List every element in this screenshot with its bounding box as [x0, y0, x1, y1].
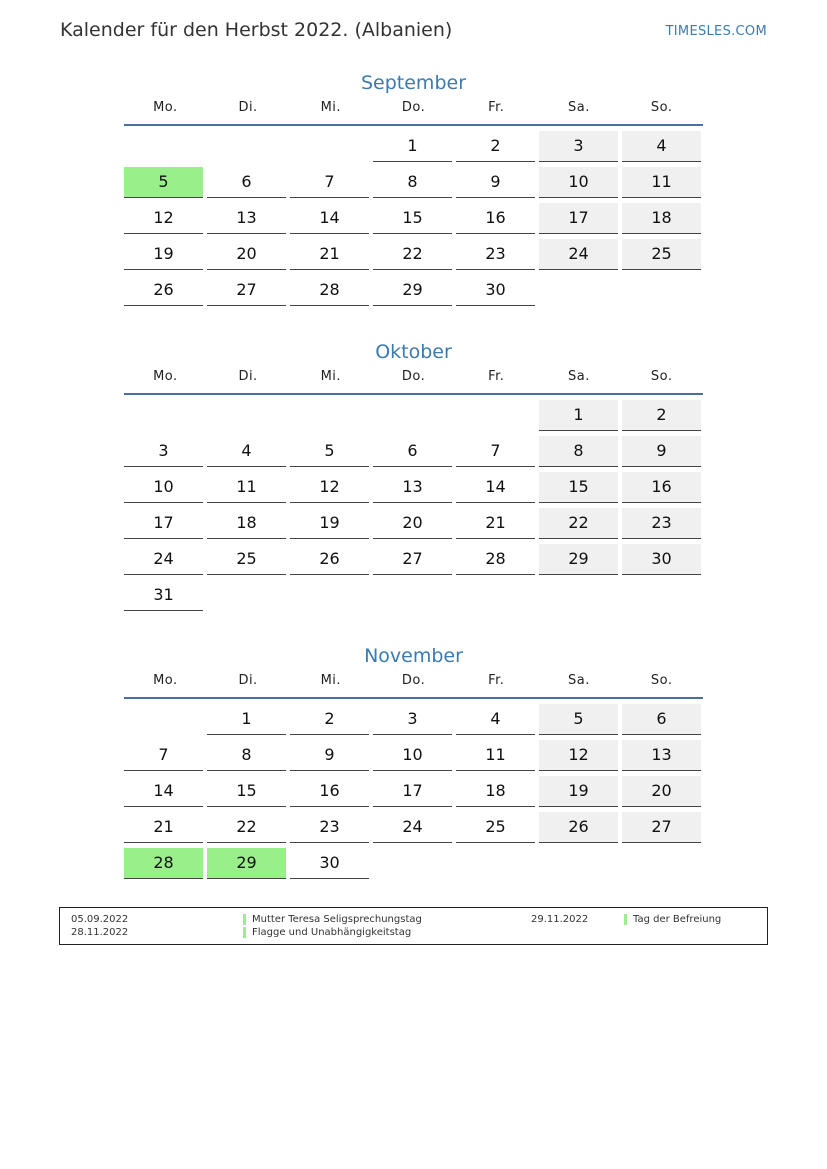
day-cell: 1 — [373, 131, 452, 162]
weekday-label: Mi. — [320, 100, 342, 115]
legend-date: 29.11.2022 — [531, 914, 589, 925]
day-cell: 5 — [539, 704, 618, 735]
day-cell: 30 — [456, 275, 535, 306]
holiday-legend — [59, 907, 768, 945]
day-cell: 25 — [622, 239, 701, 270]
day-cell: 14 — [290, 203, 369, 234]
weekday-label: Mi. — [320, 369, 342, 384]
day-cell: 17 — [373, 776, 452, 807]
weekday-label: Di. — [238, 100, 258, 115]
weekday-label: So. — [650, 100, 673, 115]
day-cell: 16 — [290, 776, 369, 807]
day-cell: 23 — [622, 508, 701, 539]
day-cell: 3 — [373, 704, 452, 735]
holiday-day-cell: 5 — [124, 167, 203, 198]
day-cell: 20 — [622, 776, 701, 807]
weekday-header — [124, 367, 703, 395]
day-cell: 28 — [456, 544, 535, 575]
weekday-label: Mo. — [153, 673, 178, 688]
day-cell: 11 — [622, 167, 701, 198]
day-cell: 16 — [456, 203, 535, 234]
weekday-label: Di. — [238, 673, 258, 688]
weekday-label: Do. — [401, 673, 426, 688]
day-cell: 4 — [456, 704, 535, 735]
day-cell: 30 — [622, 544, 701, 575]
day-cell: 4 — [207, 436, 286, 467]
day-cell: 24 — [539, 239, 618, 270]
day-cell: 8 — [539, 436, 618, 467]
day-cell: 25 — [207, 544, 286, 575]
day-cell: 16 — [622, 472, 701, 503]
day-cell: 26 — [290, 544, 369, 575]
holiday-day-cell: 29 — [207, 848, 286, 879]
day-cell: 9 — [290, 740, 369, 771]
weekday-label: So. — [650, 369, 673, 384]
day-grid — [124, 704, 703, 884]
day-cell: 29 — [373, 275, 452, 306]
empty-day-cell — [290, 400, 369, 431]
holiday-color-marker — [243, 927, 246, 938]
day-cell: 10 — [539, 167, 618, 198]
weekday-label: So. — [650, 673, 673, 688]
holiday-day-cell: 28 — [124, 848, 203, 879]
day-cell: 1 — [207, 704, 286, 735]
day-cell: 3 — [124, 436, 203, 467]
day-cell: 8 — [207, 740, 286, 771]
day-cell: 9 — [456, 167, 535, 198]
day-cell: 2 — [456, 131, 535, 162]
page-title: Kalender für den Herbst 2022. (Albanien) — [60, 19, 453, 41]
month-oktober — [124, 337, 703, 616]
day-cell: 26 — [539, 812, 618, 843]
day-cell: 7 — [456, 436, 535, 467]
day-cell: 10 — [124, 472, 203, 503]
weekday-label: Fr. — [488, 369, 505, 384]
day-cell: 15 — [539, 472, 618, 503]
day-cell: 7 — [124, 740, 203, 771]
legend-item — [520, 913, 721, 926]
day-cell: 30 — [290, 848, 369, 879]
day-cell: 19 — [539, 776, 618, 807]
day-cell: 22 — [207, 812, 286, 843]
day-cell: 20 — [207, 239, 286, 270]
day-cell: 10 — [373, 740, 452, 771]
weekday-label: Sa. — [568, 369, 590, 384]
empty-day-cell — [207, 400, 286, 431]
weekday-label: Sa. — [568, 100, 590, 115]
weekday-header — [124, 98, 703, 126]
day-cell: 29 — [539, 544, 618, 575]
day-cell: 27 — [622, 812, 701, 843]
empty-day-cell — [373, 400, 452, 431]
day-cell: 17 — [539, 203, 618, 234]
day-cell: 13 — [373, 472, 452, 503]
month-title: Oktober — [375, 341, 452, 363]
day-grid — [124, 131, 703, 311]
empty-day-cell — [207, 131, 286, 162]
day-cell: 21 — [456, 508, 535, 539]
weekday-label: Fr. — [488, 100, 505, 115]
day-cell: 6 — [207, 167, 286, 198]
day-cell: 2 — [290, 704, 369, 735]
day-cell: 7 — [290, 167, 369, 198]
day-cell: 1 — [539, 400, 618, 431]
month-title: September — [360, 72, 467, 94]
day-cell: 14 — [124, 776, 203, 807]
weekday-label: Do. — [401, 100, 426, 115]
day-cell: 12 — [539, 740, 618, 771]
day-cell: 23 — [456, 239, 535, 270]
holiday-color-marker — [624, 914, 627, 925]
day-cell: 18 — [622, 203, 701, 234]
holiday-color-marker — [243, 914, 246, 925]
day-cell: 2 — [622, 400, 701, 431]
day-cell: 5 — [290, 436, 369, 467]
day-cell: 24 — [373, 812, 452, 843]
day-cell: 19 — [124, 239, 203, 270]
month-title: November — [364, 645, 463, 667]
empty-day-cell — [124, 704, 203, 735]
day-cell: 11 — [456, 740, 535, 771]
empty-day-cell — [290, 131, 369, 162]
day-cell: 8 — [373, 167, 452, 198]
day-cell: 9 — [622, 436, 701, 467]
weekday-label: Sa. — [568, 673, 590, 688]
day-cell: 12 — [124, 203, 203, 234]
weekday-label: Do. — [401, 369, 426, 384]
day-cell: 26 — [124, 275, 203, 306]
day-cell: 22 — [539, 508, 618, 539]
weekday-label: Di. — [238, 369, 258, 384]
legend-item — [60, 913, 422, 926]
day-cell: 25 — [456, 812, 535, 843]
month-september — [124, 68, 703, 311]
day-cell: 23 — [290, 812, 369, 843]
day-cell: 31 — [124, 580, 203, 611]
day-cell: 4 — [622, 131, 701, 162]
legend-date: 28.11.2022 — [71, 927, 129, 938]
day-cell: 15 — [207, 776, 286, 807]
day-cell: 27 — [373, 544, 452, 575]
weekday-header — [124, 671, 703, 699]
weekday-label: Mo. — [153, 369, 178, 384]
legend-holiday-name: Flagge und Unabhängigkeitstag — [252, 927, 412, 938]
day-cell: 18 — [207, 508, 286, 539]
day-cell: 19 — [290, 508, 369, 539]
day-cell: 11 — [207, 472, 286, 503]
day-cell: 15 — [373, 203, 452, 234]
empty-day-cell — [124, 131, 203, 162]
day-cell: 14 — [456, 472, 535, 503]
month-november — [124, 641, 703, 884]
empty-day-cell — [124, 400, 203, 431]
day-cell: 21 — [124, 812, 203, 843]
day-cell: 22 — [373, 239, 452, 270]
day-cell: 28 — [290, 275, 369, 306]
day-cell: 13 — [622, 740, 701, 771]
day-cell: 3 — [539, 131, 618, 162]
day-cell: 13 — [207, 203, 286, 234]
legend-date: 05.09.2022 — [71, 914, 129, 925]
day-cell: 24 — [124, 544, 203, 575]
legend-item — [60, 926, 411, 939]
empty-day-cell — [456, 400, 535, 431]
day-cell: 20 — [373, 508, 452, 539]
weekday-label: Fr. — [488, 673, 505, 688]
day-cell: 18 — [456, 776, 535, 807]
day-grid — [124, 400, 703, 616]
weekday-label: Mo. — [153, 100, 178, 115]
day-cell: 6 — [373, 436, 452, 467]
weekday-label: Mi. — [320, 673, 342, 688]
legend-holiday-name: Mutter Teresa Seligsprechungstag — [252, 914, 422, 925]
legend-holiday-name: Tag der Befreiung — [633, 914, 722, 925]
day-cell: 12 — [290, 472, 369, 503]
day-cell: 17 — [124, 508, 203, 539]
brand-logo[interactable]: TIMESLES.COM — [665, 24, 767, 39]
day-cell: 6 — [622, 704, 701, 735]
day-cell: 21 — [290, 239, 369, 270]
day-cell: 27 — [207, 275, 286, 306]
